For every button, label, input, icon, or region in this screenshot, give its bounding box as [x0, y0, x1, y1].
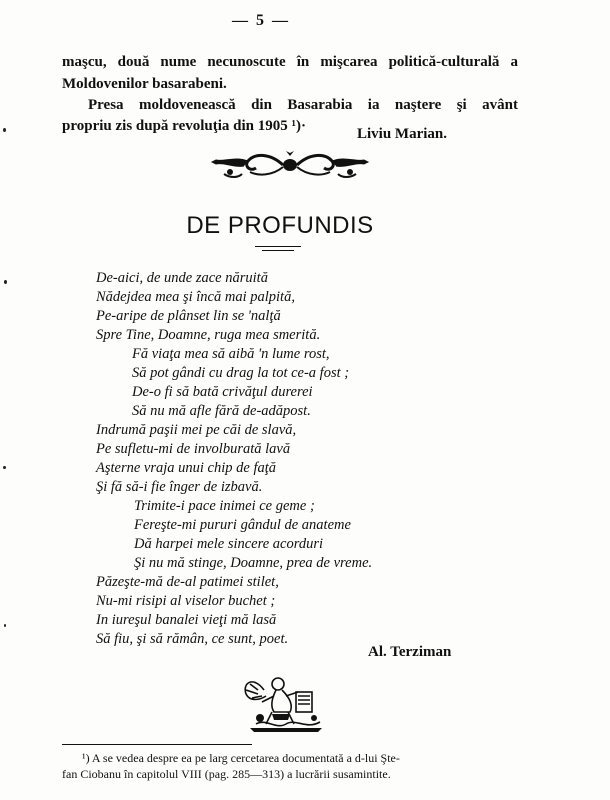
prose-line-2: Moldovenilor basarabeni.	[62, 76, 227, 92]
poem-line: Nădejdea mea şi încă mai palpită,	[96, 289, 295, 305]
poem-line: Pe sufletu-mi de involburată lavă	[96, 441, 291, 457]
poem-line: De-o fi să bată crivăţul durerei	[132, 384, 313, 400]
poem-line: Pe-aripe de plânset lin se 'nalţă	[96, 308, 281, 324]
poem-line: De-aici, de unde zace năruită	[96, 270, 268, 286]
poem-line: Să fiu, şi să rămân, ce sunt, poet.	[96, 631, 289, 647]
footnote-line-2: fan Ciobanu în capitolul VIII (pag. 285—313) a lucrării susamintite.	[62, 767, 391, 781]
scan-speck	[3, 466, 6, 469]
poem-signature: Al. Terziman	[368, 644, 452, 660]
scan-speck	[3, 128, 6, 132]
poem-line: Spre Tine, Doamne, ruga mea smerită.	[96, 327, 321, 343]
title-underline-short	[262, 250, 294, 251]
prose-signature: Liviu Marian.	[357, 126, 448, 142]
poem-line: Dă harpei mele sincere acorduri	[134, 536, 323, 552]
title-underline	[255, 246, 301, 247]
prose-line-1: maşcu, două nume necunoscute în mişcarea politică-culturală a	[62, 54, 518, 70]
poem-line: Să pot gândi cu drag la tot ce-a fost ;	[132, 365, 350, 381]
page-number: — 5 —	[232, 12, 290, 29]
poem-line: Fă viaţa mea să aibă 'n lume rost,	[132, 346, 330, 362]
poem-line: Aşterne vraja unui chip de faţă	[96, 460, 277, 476]
footnote-line-1: ¹) A se vedea despre ea pe larg cercetarea documentată a d-lui Şte-	[82, 751, 400, 765]
poem-line: Şi fă să-i fie înger de izbavă.	[96, 479, 263, 495]
poem-line: Fereşte-mi pururi gândul de anateme	[134, 517, 351, 533]
poem-line: Păzeşte-mă de-al patimei stilet,	[96, 574, 279, 590]
ornament-divider	[210, 148, 370, 182]
poem-line: Indrumă paşii mei pe căi de slavă,	[96, 422, 297, 438]
poem-title: DE PROFUNDIS	[186, 212, 374, 239]
poem-line: Şi nu mă stinge, Doamne, prea de vreme.	[134, 555, 373, 571]
poem-line: Să nu mă afle fără de-adăpost.	[132, 403, 311, 419]
scan-speck	[4, 624, 6, 627]
prose-line-3: Presa moldovenească din Basarabia ia naştere şi avânt	[88, 97, 518, 113]
footnote-separator	[62, 744, 252, 745]
cherub-vignette-illustration	[236, 672, 336, 734]
scan-speck	[4, 280, 7, 284]
prose-line-4: propriu zis după revoluţia din 1905 ¹)·	[62, 118, 306, 134]
poem-line: Nu-mi risipi al viselor buchet ;	[96, 593, 276, 609]
poem-line: Trimite-i pace inimei ce geme ;	[134, 498, 315, 514]
poem-line: In iureşul banalei vieţi mă lasă	[96, 612, 277, 628]
